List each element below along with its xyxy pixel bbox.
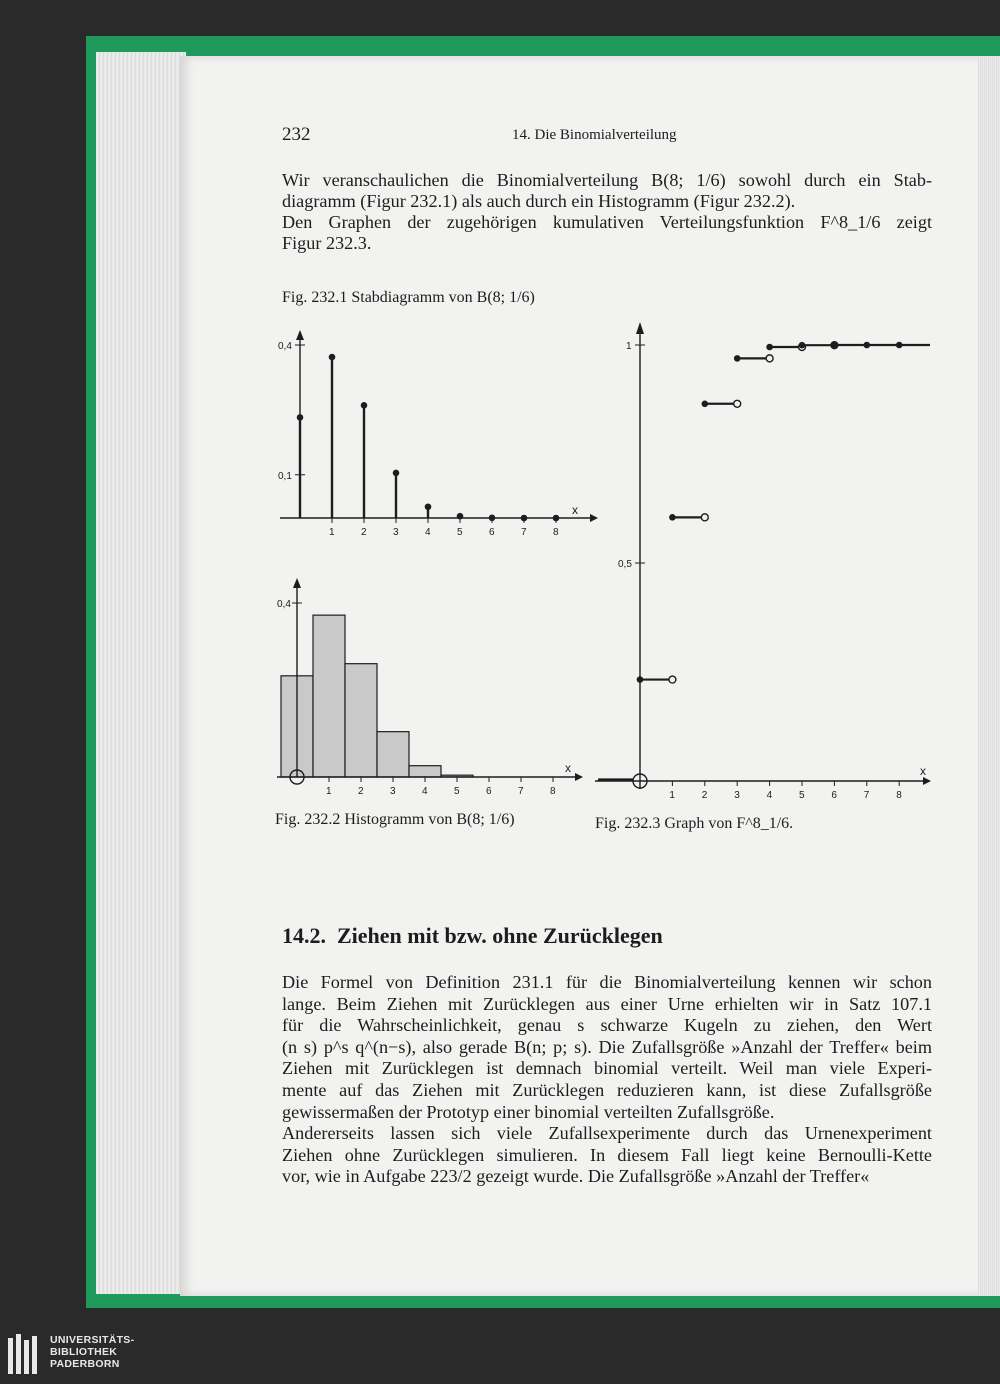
histogram — [277, 578, 583, 797]
intro-line-4: Figur 232.3. — [282, 233, 372, 253]
x-tick-label: 6 — [489, 527, 495, 538]
library-logo-icon — [8, 1334, 42, 1380]
x-tick-label: 2 — [358, 786, 364, 797]
x-tick-label: 6 — [486, 786, 492, 797]
histogram-bar — [377, 732, 409, 777]
body-line: Ziehen ohne Zurücklegen simulieren. In diesem Fall liegt keine Bernoulli-Kette — [282, 1144, 932, 1165]
x-tick-label: 3 — [393, 527, 399, 538]
step-closed-point — [734, 355, 741, 362]
stem-point — [297, 414, 304, 421]
page-number: 232 — [282, 124, 311, 145]
intro-line-2: diagramm (Figur 232.1) als auch durch ein Histogramm (Figur 232.2). — [282, 191, 796, 211]
x-tick-label: 6 — [831, 790, 837, 801]
x-tick-label: 4 — [766, 790, 773, 801]
histogram-bar — [313, 615, 345, 777]
intro-line-3: Den Graphen der zugehörigen kumulativen Verteilungsfunktion F^8_1/6 zeigt — [282, 212, 932, 232]
x-tick-label: 8 — [553, 527, 559, 538]
stem-diagram — [278, 330, 598, 538]
x-axis-arrow — [590, 514, 598, 522]
y-axis-arrow — [636, 322, 644, 334]
y-tick-label: 0,4 — [277, 599, 291, 610]
library-line-1: UNIVERSITÄTS- — [50, 1334, 135, 1346]
step-closed-point — [896, 342, 903, 349]
body-line: Andererseits lassen sich viele Zufallsexperimente durch das Urnenexperiment — [282, 1123, 932, 1144]
body-line: Die Formel von Definition 231.1 für die Binomialverteilung kennen wir schon — [282, 972, 932, 992]
x-tick-label: 5 — [799, 790, 805, 801]
running-header: 14. Die Binomialverteilung — [512, 127, 677, 143]
section-heading — [282, 923, 663, 949]
x-tick-label: 3 — [390, 786, 396, 797]
y-tick-label: 0,1 — [278, 470, 292, 482]
footer-band — [0, 1330, 1000, 1384]
y-axis-arrow — [293, 578, 301, 588]
body-paragraph — [282, 972, 932, 1188]
stem-point — [457, 513, 464, 520]
x-tick-label: 7 — [518, 786, 524, 797]
x-tick-label: 1 — [326, 786, 332, 797]
fig1-caption: Fig. 232.1 Stabdiagramm von B(8; 1/6) — [282, 289, 535, 306]
x-axis-label: x — [572, 503, 578, 517]
step-open-point — [766, 355, 773, 362]
x-tick-label: 8 — [896, 790, 902, 801]
fig3-caption: Fig. 232.3 Graph von F^8_1/6. — [595, 815, 794, 832]
body-line: Ziehen mit Zurücklegen ist demnach binomial verteilt. Weil man viele Experi- — [282, 1058, 932, 1079]
x-tick-label: 7 — [863, 790, 870, 801]
x-axis-label: x — [565, 761, 571, 775]
stem-point — [361, 402, 368, 409]
library-name — [50, 1334, 134, 1370]
body-line: (n s) p^s q^(n−s), also gerade B(n; p; s). Die Zufallsgröße »Anzahl der Treffer« beim — [282, 1036, 932, 1057]
histogram-bar — [409, 766, 441, 777]
x-tick-label: 8 — [550, 786, 556, 797]
library-line-2: BIBLIOTHEK — [50, 1346, 118, 1358]
y-tick-label: 1 — [626, 341, 632, 352]
x-tick-label: 2 — [361, 527, 367, 538]
cdf-step-graph — [595, 322, 931, 801]
step-open-point — [701, 514, 708, 521]
x-tick-label: 1 — [329, 527, 335, 538]
x-axis-arrow — [575, 773, 583, 781]
y-tick-label: 0,4 — [278, 341, 292, 352]
body-line: gewissermaßen der Prototyp einer binomial verteilten Zufallsgröße. — [282, 1101, 775, 1122]
stem-point — [329, 354, 336, 361]
x-tick-label: 3 — [734, 790, 740, 801]
step-closed-point — [831, 342, 838, 349]
section-title: Ziehen mit bzw. ohne Zurücklegen — [337, 923, 663, 948]
fig2-caption: Fig. 232.2 Histogramm von B(8; 1/6) — [275, 811, 515, 828]
stem-point — [489, 515, 496, 522]
step-closed-point — [637, 676, 644, 683]
step-open-point — [669, 676, 676, 683]
step-closed-point — [702, 400, 709, 407]
intro-line-1: Wir veranschaulichen die Binomialverteilung B(8; 1/6) sowohl durch ein Stab- — [282, 170, 932, 190]
stem-point — [553, 515, 560, 522]
step-closed-point — [766, 344, 773, 351]
stem-point — [393, 470, 400, 477]
body-line: für die Wahrscheinlichkeit, genau s schwarze Kugeln zu ziehen, den Wert — [282, 1015, 932, 1036]
x-tick-label: 4 — [422, 786, 428, 797]
x-tick-label: 5 — [457, 527, 463, 538]
y-tick-label: 0,5 — [618, 559, 632, 570]
body-line: mente auf das Ziehen mit Zurücklegen reduzieren kann, ist diese Zufallsgröße — [282, 1079, 932, 1100]
x-tick-label: 4 — [425, 527, 431, 538]
x-tick-label: 7 — [521, 527, 527, 538]
body-line: lange. Beim Ziehen mit Zurücklegen aus einer Urne erhielten wir in Satz 107.1 — [282, 993, 932, 1014]
x-tick-label: 2 — [701, 790, 708, 801]
x-axis-label: x — [920, 764, 926, 778]
library-line-3: PADERBORN — [50, 1358, 120, 1370]
step-closed-point — [669, 514, 676, 521]
step-closed-point — [799, 342, 806, 349]
x-tick-label: 5 — [454, 786, 460, 797]
x-tick-label: 1 — [669, 790, 675, 801]
step-closed-point — [864, 342, 871, 349]
histogram-bar — [345, 664, 377, 777]
section-number: 14.2. — [282, 923, 326, 948]
y-axis-arrow — [296, 330, 304, 340]
stem-point — [521, 515, 528, 522]
x-axis-arrow — [923, 777, 931, 785]
body-line: vor, wie in Aufgabe 223/2 gezeigt wurde. Die Zufallsgröße »Anzahl der Treffer« — [282, 1166, 870, 1187]
step-open-point — [734, 400, 741, 407]
stem-point — [425, 503, 432, 510]
